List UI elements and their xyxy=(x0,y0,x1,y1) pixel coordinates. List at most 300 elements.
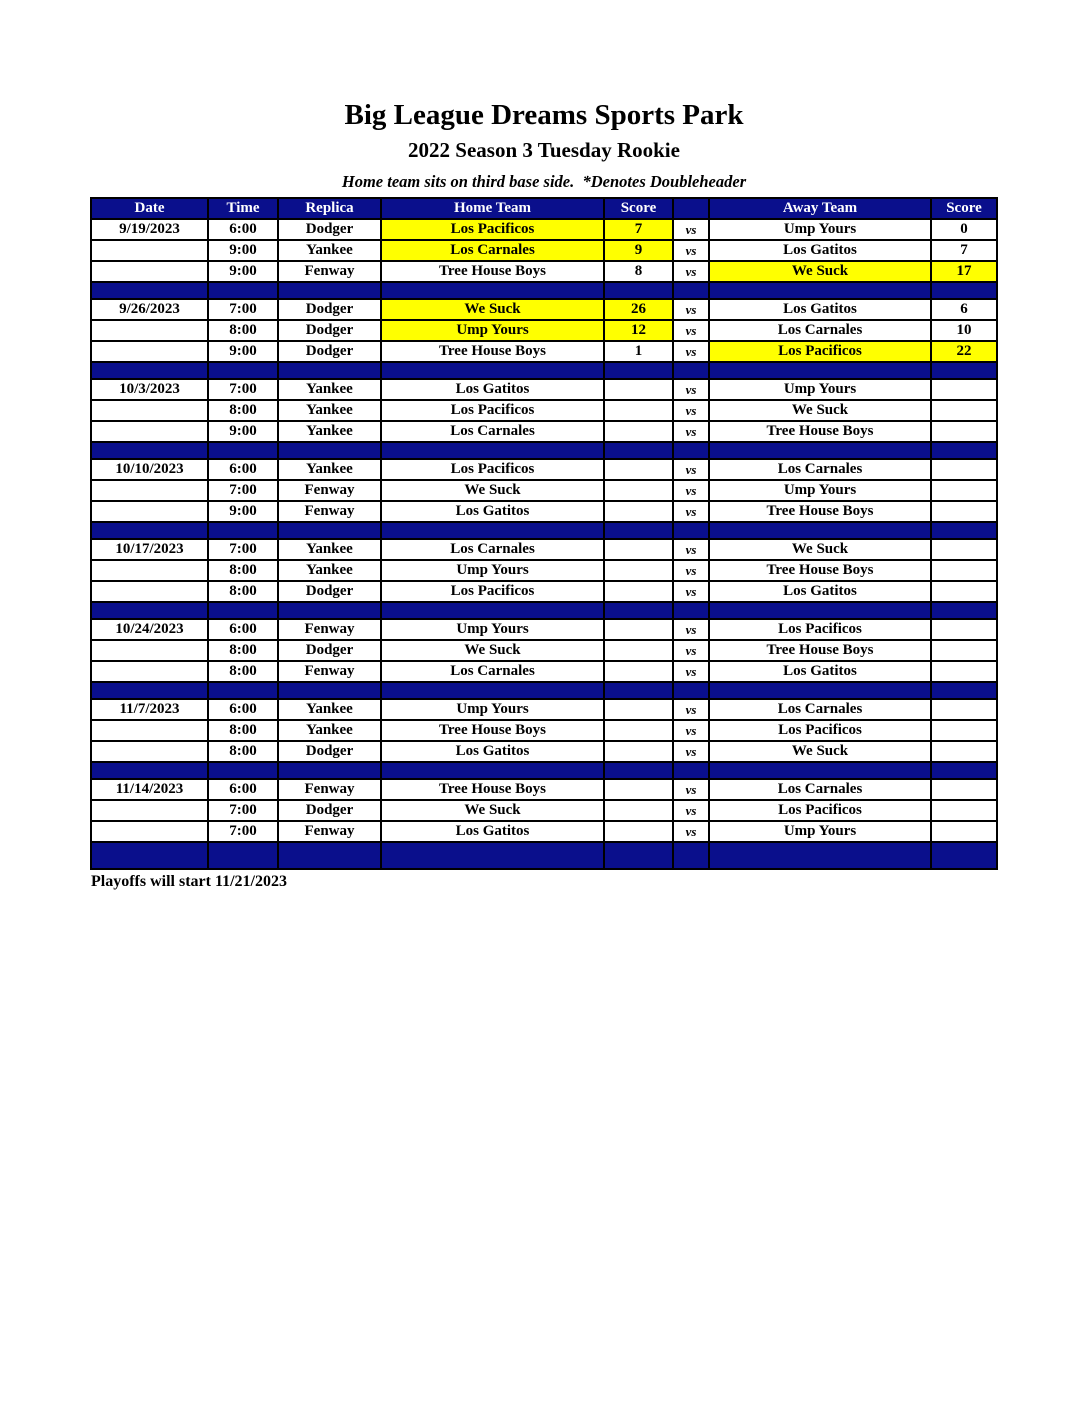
date-cell: 11/14/2023 xyxy=(91,779,208,800)
vs-cell: vs xyxy=(673,421,709,442)
date-cell xyxy=(91,501,208,522)
date-cell: 9/19/2023 xyxy=(91,219,208,240)
home-score-cell xyxy=(604,560,673,581)
separator-cell xyxy=(709,762,931,779)
separator-row xyxy=(91,442,997,459)
away-team-cell: Los Gatitos xyxy=(709,240,931,261)
replica-cell: Fenway xyxy=(278,619,381,640)
away-score-cell xyxy=(931,560,997,581)
replica-cell: Yankee xyxy=(278,240,381,261)
away-score-cell xyxy=(931,821,997,842)
separator-cell xyxy=(673,522,709,539)
vs-cell: vs xyxy=(673,779,709,800)
separator-cell xyxy=(709,282,931,299)
separator-cell xyxy=(381,282,604,299)
game-row xyxy=(91,640,997,661)
vs-cell: vs xyxy=(673,400,709,421)
home-team-cell: Los Gatitos xyxy=(381,821,604,842)
time-cell: 8:00 xyxy=(208,741,278,762)
home-score-cell xyxy=(604,459,673,480)
separator-cell xyxy=(673,762,709,779)
page-subtitle: 2022 Season 3 Tuesday Rookie xyxy=(408,138,680,163)
game-row xyxy=(91,379,997,400)
vs-cell: vs xyxy=(673,459,709,480)
away-team-cell: We Suck xyxy=(709,261,931,282)
separator-cell xyxy=(381,682,604,699)
home-score-cell xyxy=(604,379,673,400)
separator-cell xyxy=(91,602,208,619)
away-team-cell: Los Carnales xyxy=(709,779,931,800)
away-team-cell: Los Pacificos xyxy=(709,341,931,362)
home-team-cell: Los Gatitos xyxy=(381,501,604,522)
away-team-cell: Los Carnales xyxy=(709,320,931,341)
away-team-cell: Ump Yours xyxy=(709,379,931,400)
home-score-cell xyxy=(604,699,673,720)
home-team-cell: Los Pacificos xyxy=(381,459,604,480)
separator-cell xyxy=(709,362,931,379)
separator-cell xyxy=(673,282,709,299)
home-score-cell: 26 xyxy=(604,299,673,320)
time-cell: 7:00 xyxy=(208,299,278,320)
separator-row xyxy=(91,282,997,299)
separator-cell xyxy=(604,842,673,869)
separator-cell xyxy=(91,762,208,779)
separator-cell xyxy=(381,762,604,779)
game-row xyxy=(91,341,997,362)
separator-cell xyxy=(278,522,381,539)
replica-cell: Fenway xyxy=(278,261,381,282)
away-score-cell xyxy=(931,581,997,602)
home-score-cell xyxy=(604,640,673,661)
replica-cell: Yankee xyxy=(278,421,381,442)
away-score-cell xyxy=(931,400,997,421)
vs-cell: vs xyxy=(673,640,709,661)
home-team-cell: Tree House Boys xyxy=(381,720,604,741)
replica-cell: Yankee xyxy=(278,699,381,720)
home-score-cell xyxy=(604,800,673,821)
replica-cell: Dodger xyxy=(278,640,381,661)
replica-cell: Fenway xyxy=(278,779,381,800)
game-row xyxy=(91,421,997,442)
time-cell: 8:00 xyxy=(208,400,278,421)
separator-cell xyxy=(931,762,997,779)
separator-cell xyxy=(931,602,997,619)
separator-cell xyxy=(931,282,997,299)
away-team-cell: Los Carnales xyxy=(709,699,931,720)
game-row xyxy=(91,320,997,341)
separator-cell xyxy=(381,522,604,539)
game-row xyxy=(91,619,997,640)
header-cell-home-score: Score xyxy=(604,198,673,219)
home-team-cell: Ump Yours xyxy=(381,699,604,720)
separator-cell xyxy=(931,442,997,459)
home-score-cell: 7 xyxy=(604,219,673,240)
replica-cell: Dodger xyxy=(278,341,381,362)
home-score-cell xyxy=(604,421,673,442)
away-team-cell: Tree House Boys xyxy=(709,640,931,661)
separator-cell xyxy=(278,282,381,299)
separator-cell xyxy=(604,362,673,379)
game-row xyxy=(91,800,997,821)
vs-cell: vs xyxy=(673,320,709,341)
game-row xyxy=(91,779,997,800)
away-score-cell: 17 xyxy=(931,261,997,282)
replica-cell: Dodger xyxy=(278,219,381,240)
game-row xyxy=(91,240,997,261)
replica-cell: Yankee xyxy=(278,560,381,581)
date-cell: 10/24/2023 xyxy=(91,619,208,640)
home-team-cell: Los Gatitos xyxy=(381,379,604,400)
home-team-cell: Los Carnales xyxy=(381,539,604,560)
replica-cell: Fenway xyxy=(278,480,381,501)
away-team-cell: Ump Yours xyxy=(709,219,931,240)
away-score-cell xyxy=(931,720,997,741)
away-team-cell: We Suck xyxy=(709,539,931,560)
game-row xyxy=(91,261,997,282)
separator-cell xyxy=(381,442,604,459)
separator-cell xyxy=(709,522,931,539)
separator-cell xyxy=(709,442,931,459)
time-cell: 6:00 xyxy=(208,619,278,640)
replica-cell: Dodger xyxy=(278,581,381,602)
separator-cell xyxy=(604,522,673,539)
away-score-cell xyxy=(931,699,997,720)
game-row xyxy=(91,219,997,240)
time-cell: 9:00 xyxy=(208,421,278,442)
home-score-cell: 9 xyxy=(604,240,673,261)
game-row xyxy=(91,299,997,320)
away-score-cell: 0 xyxy=(931,219,997,240)
game-row xyxy=(91,501,997,522)
home-score-cell xyxy=(604,619,673,640)
time-cell: 7:00 xyxy=(208,821,278,842)
home-team-cell: Los Pacificos xyxy=(381,581,604,602)
date-cell xyxy=(91,661,208,682)
separator-cell xyxy=(278,442,381,459)
away-score-cell xyxy=(931,539,997,560)
separator-cell xyxy=(91,842,208,869)
replica-cell: Dodger xyxy=(278,299,381,320)
header-cell-home-team: Home Team xyxy=(381,198,604,219)
separator-cell xyxy=(673,842,709,869)
separator-cell xyxy=(278,842,381,869)
separator-cell xyxy=(604,602,673,619)
date-cell xyxy=(91,421,208,442)
schedule-table xyxy=(90,197,998,870)
game-row xyxy=(91,699,997,720)
time-cell: 6:00 xyxy=(208,699,278,720)
home-team-cell: Los Carnales xyxy=(381,421,604,442)
separator-cell xyxy=(931,362,997,379)
replica-cell: Yankee xyxy=(278,539,381,560)
away-score-cell: 6 xyxy=(931,299,997,320)
game-row xyxy=(91,560,997,581)
separator-cell xyxy=(278,602,381,619)
home-score-cell: 1 xyxy=(604,341,673,362)
separator-cell xyxy=(208,762,278,779)
time-cell: 9:00 xyxy=(208,501,278,522)
home-team-cell: We Suck xyxy=(381,299,604,320)
replica-cell: Yankee xyxy=(278,459,381,480)
separator-cell xyxy=(91,522,208,539)
separator-row xyxy=(91,522,997,539)
game-row xyxy=(91,661,997,682)
replica-cell: Dodger xyxy=(278,800,381,821)
away-score-cell: 7 xyxy=(931,240,997,261)
home-score-cell: 12 xyxy=(604,320,673,341)
separator-cell xyxy=(381,602,604,619)
time-cell: 8:00 xyxy=(208,560,278,581)
vs-cell: vs xyxy=(673,240,709,261)
date-cell: 10/3/2023 xyxy=(91,379,208,400)
vs-cell: vs xyxy=(673,261,709,282)
away-score-cell xyxy=(931,619,997,640)
date-cell xyxy=(91,341,208,362)
separator-cell xyxy=(208,602,278,619)
away-team-cell: Los Carnales xyxy=(709,459,931,480)
game-row xyxy=(91,400,997,421)
schedule-body xyxy=(91,219,997,869)
separator-row xyxy=(91,362,997,379)
home-score-cell: 8 xyxy=(604,261,673,282)
game-row xyxy=(91,821,997,842)
separator-cell xyxy=(91,442,208,459)
home-team-cell: Los Carnales xyxy=(381,661,604,682)
home-team-cell: We Suck xyxy=(381,800,604,821)
header-cell-date: Date xyxy=(91,198,208,219)
separator-row xyxy=(91,762,997,779)
separator-row xyxy=(91,602,997,619)
home-team-cell: Tree House Boys xyxy=(381,341,604,362)
separator-cell xyxy=(278,762,381,779)
away-score-cell xyxy=(931,421,997,442)
away-score-cell xyxy=(931,480,997,501)
playoffs-note: Playoffs will start 11/21/2023 xyxy=(91,872,287,890)
separator-cell xyxy=(673,362,709,379)
separator-cell xyxy=(673,602,709,619)
away-team-cell: Ump Yours xyxy=(709,821,931,842)
separator-cell xyxy=(931,522,997,539)
game-row xyxy=(91,581,997,602)
page-title: Big League Dreams Sports Park xyxy=(344,99,744,131)
separator-cell xyxy=(709,842,931,869)
date-cell xyxy=(91,800,208,821)
home-score-cell xyxy=(604,501,673,522)
vs-cell: vs xyxy=(673,560,709,581)
replica-cell: Dodger xyxy=(278,320,381,341)
away-score-cell xyxy=(931,640,997,661)
home-score-cell xyxy=(604,720,673,741)
home-score-cell xyxy=(604,779,673,800)
separator-row xyxy=(91,682,997,699)
vs-cell: vs xyxy=(673,480,709,501)
separator-cell xyxy=(91,282,208,299)
home-team-cell: Ump Yours xyxy=(381,320,604,341)
time-cell: 7:00 xyxy=(208,379,278,400)
date-cell xyxy=(91,320,208,341)
home-score-cell xyxy=(604,539,673,560)
separator-cell xyxy=(208,522,278,539)
vs-cell: vs xyxy=(673,661,709,682)
home-team-cell: Los Pacificos xyxy=(381,219,604,240)
game-row xyxy=(91,741,997,762)
away-team-cell: Los Pacificos xyxy=(709,619,931,640)
separator-cell xyxy=(673,682,709,699)
home-score-cell xyxy=(604,480,673,501)
vs-cell: vs xyxy=(673,699,709,720)
date-cell xyxy=(91,640,208,661)
away-team-cell: Ump Yours xyxy=(709,480,931,501)
date-cell xyxy=(91,741,208,762)
header-cell-time: Time xyxy=(208,198,278,219)
separator-cell xyxy=(931,842,997,869)
away-team-cell: Tree House Boys xyxy=(709,421,931,442)
home-team-cell: Ump Yours xyxy=(381,619,604,640)
away-score-cell xyxy=(931,779,997,800)
away-team-cell: Tree House Boys xyxy=(709,560,931,581)
away-team-cell: Los Gatitos xyxy=(709,661,931,682)
away-team-cell: Los Gatitos xyxy=(709,581,931,602)
separator-cell xyxy=(278,362,381,379)
separator-cell xyxy=(208,442,278,459)
separator-cell xyxy=(709,682,931,699)
replica-cell: Yankee xyxy=(278,720,381,741)
date-cell: 10/10/2023 xyxy=(91,459,208,480)
time-cell: 8:00 xyxy=(208,581,278,602)
replica-cell: Yankee xyxy=(278,379,381,400)
replica-cell: Fenway xyxy=(278,821,381,842)
date-cell xyxy=(91,821,208,842)
vs-cell: vs xyxy=(673,299,709,320)
home-team-cell: We Suck xyxy=(381,480,604,501)
time-cell: 7:00 xyxy=(208,539,278,560)
away-score-cell xyxy=(931,741,997,762)
table-header-row xyxy=(91,198,997,219)
away-team-cell: We Suck xyxy=(709,741,931,762)
separator-cell xyxy=(381,362,604,379)
home-score-cell xyxy=(604,821,673,842)
away-score-cell xyxy=(931,459,997,480)
away-score-cell xyxy=(931,501,997,522)
replica-cell: Fenway xyxy=(278,501,381,522)
vs-cell: vs xyxy=(673,341,709,362)
date-cell xyxy=(91,400,208,421)
date-cell xyxy=(91,720,208,741)
time-cell: 6:00 xyxy=(208,779,278,800)
vs-cell: vs xyxy=(673,581,709,602)
separator-cell xyxy=(931,682,997,699)
date-cell xyxy=(91,480,208,501)
home-team-note: Home team sits on third base side. *Denotes Doubleheader xyxy=(341,172,747,192)
game-row xyxy=(91,720,997,741)
home-team-cell: Los Gatitos xyxy=(381,741,604,762)
away-score-cell xyxy=(931,379,997,400)
away-team-cell: Tree House Boys xyxy=(709,501,931,522)
date-cell: 10/17/2023 xyxy=(91,539,208,560)
date-cell: 11/7/2023 xyxy=(91,699,208,720)
date-cell xyxy=(91,240,208,261)
home-score-cell xyxy=(604,400,673,421)
separator-cell xyxy=(278,682,381,699)
time-cell: 8:00 xyxy=(208,640,278,661)
time-cell: 6:00 xyxy=(208,459,278,480)
date-cell xyxy=(91,581,208,602)
separator-cell xyxy=(91,362,208,379)
time-cell: 9:00 xyxy=(208,341,278,362)
vs-cell: vs xyxy=(673,539,709,560)
away-score-cell xyxy=(931,661,997,682)
away-team-cell: Los Pacificos xyxy=(709,800,931,821)
home-score-cell xyxy=(604,581,673,602)
separator-cell xyxy=(604,682,673,699)
vs-cell: vs xyxy=(673,821,709,842)
game-row xyxy=(91,459,997,480)
separator-cell xyxy=(208,282,278,299)
separator-cell xyxy=(604,762,673,779)
time-cell: 7:00 xyxy=(208,480,278,501)
home-score-cell xyxy=(604,741,673,762)
separator-cell xyxy=(208,682,278,699)
date-cell xyxy=(91,261,208,282)
vs-cell: vs xyxy=(673,501,709,522)
vs-cell: vs xyxy=(673,741,709,762)
home-team-cell: We Suck xyxy=(381,640,604,661)
away-score-cell: 22 xyxy=(931,341,997,362)
away-score-cell xyxy=(931,800,997,821)
home-team-cell: Los Carnales xyxy=(381,240,604,261)
time-cell: 8:00 xyxy=(208,661,278,682)
date-cell xyxy=(91,560,208,581)
replica-cell: Dodger xyxy=(278,741,381,762)
home-team-cell: Ump Yours xyxy=(381,560,604,581)
separator-cell xyxy=(604,442,673,459)
header-cell-vs xyxy=(673,198,709,219)
home-score-cell xyxy=(604,661,673,682)
away-team-cell: Los Gatitos xyxy=(709,299,931,320)
replica-cell: Fenway xyxy=(278,661,381,682)
vs-cell: vs xyxy=(673,379,709,400)
separator-cell xyxy=(91,682,208,699)
time-cell: 8:00 xyxy=(208,320,278,341)
separator-cell xyxy=(673,442,709,459)
time-cell: 7:00 xyxy=(208,800,278,821)
time-cell: 8:00 xyxy=(208,720,278,741)
home-team-cell: Tree House Boys xyxy=(381,779,604,800)
separator-cell xyxy=(208,362,278,379)
header-cell-away-score: Score xyxy=(931,198,997,219)
replica-cell: Yankee xyxy=(278,400,381,421)
time-cell: 9:00 xyxy=(208,240,278,261)
separator-cell xyxy=(381,842,604,869)
game-row xyxy=(91,480,997,501)
away-team-cell: We Suck xyxy=(709,400,931,421)
time-cell: 6:00 xyxy=(208,219,278,240)
separator-cell xyxy=(208,842,278,869)
time-cell: 9:00 xyxy=(208,261,278,282)
away-team-cell: Los Pacificos xyxy=(709,720,931,741)
header-cell-away-team: Away Team xyxy=(709,198,931,219)
home-team-cell: Los Pacificos xyxy=(381,400,604,421)
separator-cell xyxy=(709,602,931,619)
game-row xyxy=(91,539,997,560)
vs-cell: vs xyxy=(673,800,709,821)
date-cell: 9/26/2023 xyxy=(91,299,208,320)
separator-cell xyxy=(604,282,673,299)
separator-row xyxy=(91,842,997,869)
home-team-cell: Tree House Boys xyxy=(381,261,604,282)
vs-cell: vs xyxy=(673,619,709,640)
away-score-cell: 10 xyxy=(931,320,997,341)
